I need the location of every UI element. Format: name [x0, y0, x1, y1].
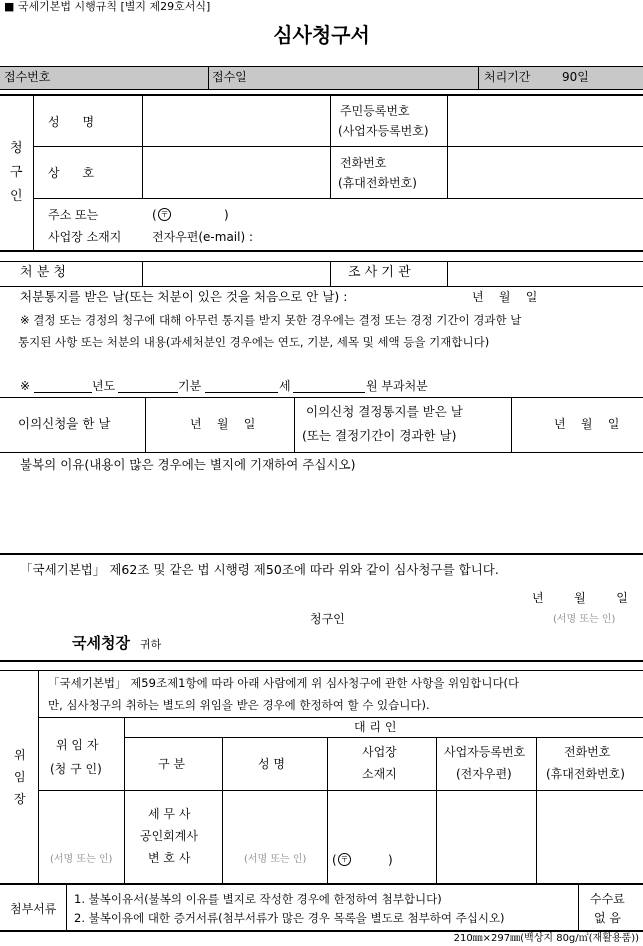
addressee: [72, 634, 161, 654]
col-phone-sub: (휴대전화번호): [546, 767, 625, 781]
receipt-bar: [0, 66, 643, 90]
col-bizno-sub: (전자우편): [456, 767, 512, 781]
attachment-item-1: 1. 불복이유서(불복의 이유를 별지로 작성한 경우에 한정하여 첨부합니다): [74, 892, 442, 906]
delegator-sign-placeholder: (서명 또는 인): [50, 854, 113, 865]
tax-amount-label: 원 부과처분: [366, 379, 428, 393]
addressee-name: 국세청장: [72, 634, 130, 652]
col-name: 성 명: [258, 757, 285, 771]
delegator-label: 위 임 자: [56, 738, 99, 752]
delegation-text-2: 만, 심사청구의 취하는 별도의 위임을 받은 경우에 한정하여 할 수 있습니다).: [48, 698, 430, 712]
phone-field[interactable]: [448, 147, 642, 198]
notice-date-format: 년 월 일: [472, 290, 538, 304]
attachment-item-2: 2. 불복이유에 대한 증거서류(첨부서류가 많은 경우 목록을 별도로 첨부하여 주십시오): [74, 911, 505, 925]
delegation-text-1: 「국세기본법」 제59조제1항에 따라 아래 사람에게 위 심사청구에 관한 사항을 위임합니다(다: [48, 676, 520, 690]
decision-date-label: 이의신청 결정통지를 받은 날: [306, 404, 463, 419]
claimant-section-label-2: 구: [10, 165, 23, 180]
agent-name-field[interactable]: [224, 792, 326, 880]
agent-phone-field[interactable]: [538, 792, 642, 880]
email-field[interactable]: [272, 226, 632, 246]
process-period-label: 처리기간: [484, 70, 531, 84]
agent-sign-placeholder: (서명 또는 인): [244, 854, 307, 865]
agent-address-field[interactable]: [329, 792, 435, 880]
tax-period-label: 기분: [178, 379, 202, 393]
agency-label: 처 분 청: [20, 265, 66, 280]
agency-field[interactable]: [143, 262, 329, 286]
email-label: 전자우편(e-mail) :: [152, 230, 254, 244]
agent-header: 대 리 인: [354, 720, 397, 734]
postal-mark-icon: 〒: [158, 208, 171, 221]
col-phone: 전화번호: [564, 745, 611, 759]
address-label-sub: 사업장 소재지: [48, 230, 122, 244]
col-address: 사업장: [362, 745, 397, 759]
content-field[interactable]: [14, 352, 634, 374]
postal-close: ): [224, 208, 229, 222]
paper-spec: 210㎜×297㎜(백상지 80g/㎡(재활용품)): [453, 933, 639, 944]
address-label: 주소 또는: [48, 208, 99, 222]
declaration-text: 「국세기본법」 제62조 및 같은 법 시행령 제50조에 따라 위와 같이 심사청구를 합니다.: [20, 562, 499, 577]
agent-postal-open: (: [332, 853, 337, 867]
tax-year-label: 년도: [92, 379, 116, 393]
postal-open: (: [152, 208, 157, 222]
investigator-label: 조 사 기 관: [348, 265, 411, 280]
name-label: 성 명: [48, 115, 95, 129]
objection-filed-label: 이의신청을 한 날: [18, 416, 111, 431]
decision-date-label-sub: (또는 결정기간이 경과한 날): [302, 428, 457, 443]
decision-date: 년 월 일: [554, 417, 620, 431]
delegation-section-label-1: 위: [14, 748, 26, 762]
col-address-sub: 소재지: [362, 767, 397, 781]
address-field[interactable]: [172, 204, 222, 222]
attachments-label: 첨부서류: [10, 902, 57, 916]
claimant-section-label-3: 인: [10, 189, 23, 204]
receipt-number-label: 접수번호: [4, 70, 51, 84]
claimant-sign-label: 청구인: [310, 612, 345, 626]
declaration-date: 년 월 일: [532, 591, 628, 605]
phone-label-sub: (휴대전화번호): [338, 176, 417, 190]
agent-type-tax-accountant: 세 무 사: [148, 807, 191, 821]
notice-date-label: 처분통지를 받은 날(또는 처분이 있은 것을 처음으로 안 날) :: [20, 289, 348, 304]
receipt-date-label: 접수일: [212, 70, 247, 84]
col-type: 구 분: [158, 757, 185, 771]
fee-value: 없 음: [594, 911, 621, 925]
rrn-field[interactable]: [448, 96, 642, 146]
claimant-section-label-1: 청: [10, 141, 23, 156]
trade-name-label: 상 호: [48, 166, 95, 180]
addressee-suffix: 귀하: [139, 638, 162, 651]
fee-label: 수수료: [590, 892, 625, 906]
reason-label: 불복의 이유(내용이 많은 경우에는 별지에 기재하여 주십시오): [20, 457, 356, 472]
claimant-sign-placeholder: (서명 또는 인): [553, 614, 616, 625]
trade-name-field[interactable]: [143, 147, 329, 198]
content-label: 통지된 사항 또는 처분의 내용(과세처분인 경우에는 연도, 기분, 세목 및 세액 등을 기재합니다): [18, 335, 490, 349]
delegation-section-label-3: 장: [14, 792, 26, 806]
phone-label: 전화번호: [340, 156, 387, 170]
agent-type-lawyer: 변 호 사: [148, 851, 191, 865]
tax-line-prefix: ※: [20, 379, 31, 393]
form-reference: ■ 국세기본법 시행규칙 [별지 제29호서식]: [4, 0, 211, 13]
agent-bizno-field[interactable]: [438, 792, 535, 880]
agent-type-cpa: 공인회계사: [140, 829, 198, 843]
process-period-value: 90일: [562, 70, 589, 84]
reason-field[interactable]: [14, 476, 634, 552]
tax-item-label: 세: [279, 379, 291, 393]
rrn-label: 주민등록번호: [340, 104, 410, 118]
objection-filed-date: 년 월 일: [190, 417, 256, 431]
investigator-field[interactable]: [448, 262, 642, 286]
agent-postal-close: ): [388, 853, 393, 867]
delegator-signature-field[interactable]: [40, 792, 123, 880]
delegator-label-sub: (청 구 인): [50, 762, 102, 776]
agent-postal-mark-icon: 〒: [338, 853, 351, 866]
claimant-name-field[interactable]: [143, 96, 329, 146]
rrn-label-sub: (사업자등록번호): [338, 124, 429, 138]
page-title: 심사청구서: [273, 23, 370, 47]
delegation-section-label-2: 임: [14, 770, 26, 784]
col-bizno: 사업자등록번호: [444, 745, 526, 759]
notice-note: ※ 결정 또는 경정의 청구에 대해 아무런 통지를 받지 못한 경우에는 결정 또는 경정 기간이 경과한 날: [20, 313, 522, 327]
claimant-signature-field[interactable]: [360, 606, 550, 628]
